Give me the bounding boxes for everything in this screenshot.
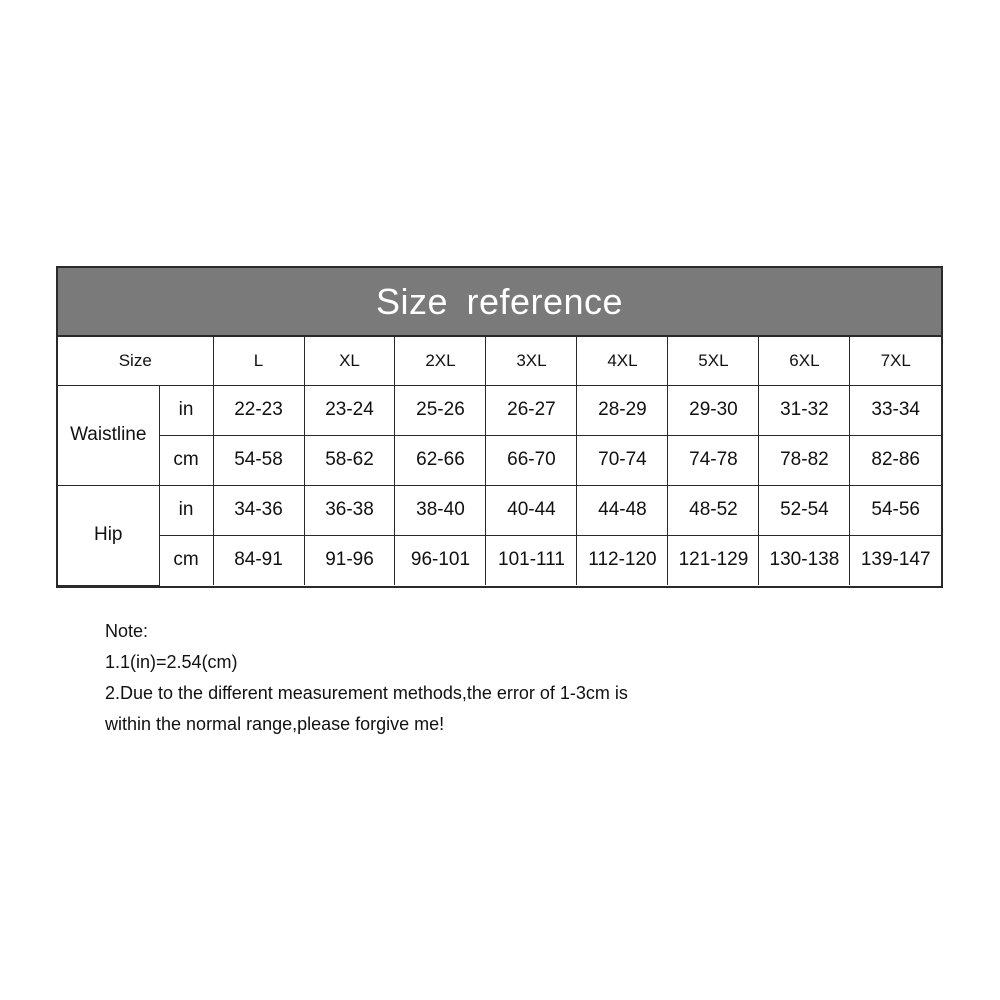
table-cell: 33-34: [850, 385, 941, 435]
size-column-header: 5XL: [668, 337, 759, 385]
size-column-header: 3XL: [486, 337, 577, 385]
table-cell: 82-86: [850, 435, 941, 485]
table-cell: 36-38: [304, 485, 395, 535]
table-row: [58, 535, 941, 585]
notes-heading: Note:: [105, 621, 149, 641]
note-line: 1.1(in)=2.54(cm): [105, 652, 238, 672]
size-header-cell: Size: [58, 337, 213, 385]
table-cell: 139-147: [850, 535, 941, 585]
size-chart: [56, 266, 943, 588]
table-cell: 22-23: [213, 385, 304, 435]
table-row: [58, 435, 941, 485]
table-cell: 112-120: [577, 535, 668, 585]
table-cell: 25-26: [395, 385, 486, 435]
note-line: within the normal range,please forgive me!: [105, 714, 445, 734]
hip-label: Hip: [58, 485, 159, 585]
table-cell: 28-29: [577, 385, 668, 435]
table-cell: 29-30: [668, 385, 759, 435]
note-line: 2.Due to the different measurement methods,the error of 1-3cm is: [105, 683, 628, 703]
table-cell: 96-101: [395, 535, 486, 585]
table-cell: 121-129: [668, 535, 759, 585]
table-cell: 23-24: [304, 385, 395, 435]
size-column-header: 6XL: [759, 337, 850, 385]
table-cell: 84-91: [213, 535, 304, 585]
waistline-label: Waistline: [58, 385, 159, 485]
table-cell: 44-48: [577, 485, 668, 535]
notes-section: [105, 616, 628, 740]
size-column-header: 7XL: [850, 337, 941, 385]
table-cell: 54-56: [850, 485, 941, 535]
table-cell: 74-78: [668, 435, 759, 485]
table-cell: 58-62: [304, 435, 395, 485]
table-row: [58, 485, 941, 535]
table-cell: 62-66: [395, 435, 486, 485]
table-cell: 48-52: [668, 485, 759, 535]
table-cell: 38-40: [395, 485, 486, 535]
size-column-header: XL: [304, 337, 395, 385]
size-table: [58, 337, 941, 586]
size-column-header: 2XL: [395, 337, 486, 385]
table-cell: 31-32: [759, 385, 850, 435]
table-cell: 66-70: [486, 435, 577, 485]
table-cell: 40-44: [486, 485, 577, 535]
unit-label: cm: [159, 435, 213, 485]
table-cell: 91-96: [304, 535, 395, 585]
table-cell: 52-54: [759, 485, 850, 535]
table-cell: 26-27: [486, 385, 577, 435]
size-column-header: L: [213, 337, 304, 385]
chart-title: Size reference: [58, 268, 941, 337]
table-cell: 130-138: [759, 535, 850, 585]
unit-label: in: [159, 385, 213, 435]
table-cell: 54-58: [213, 435, 304, 485]
table-cell: 70-74: [577, 435, 668, 485]
table-cell: 34-36: [213, 485, 304, 535]
unit-label: in: [159, 485, 213, 535]
table-row: [58, 385, 941, 435]
unit-label: cm: [159, 535, 213, 585]
table-cell: 78-82: [759, 435, 850, 485]
table-cell: 101-111: [486, 535, 577, 585]
size-column-header: 4XL: [577, 337, 668, 385]
header-row: [58, 337, 941, 385]
